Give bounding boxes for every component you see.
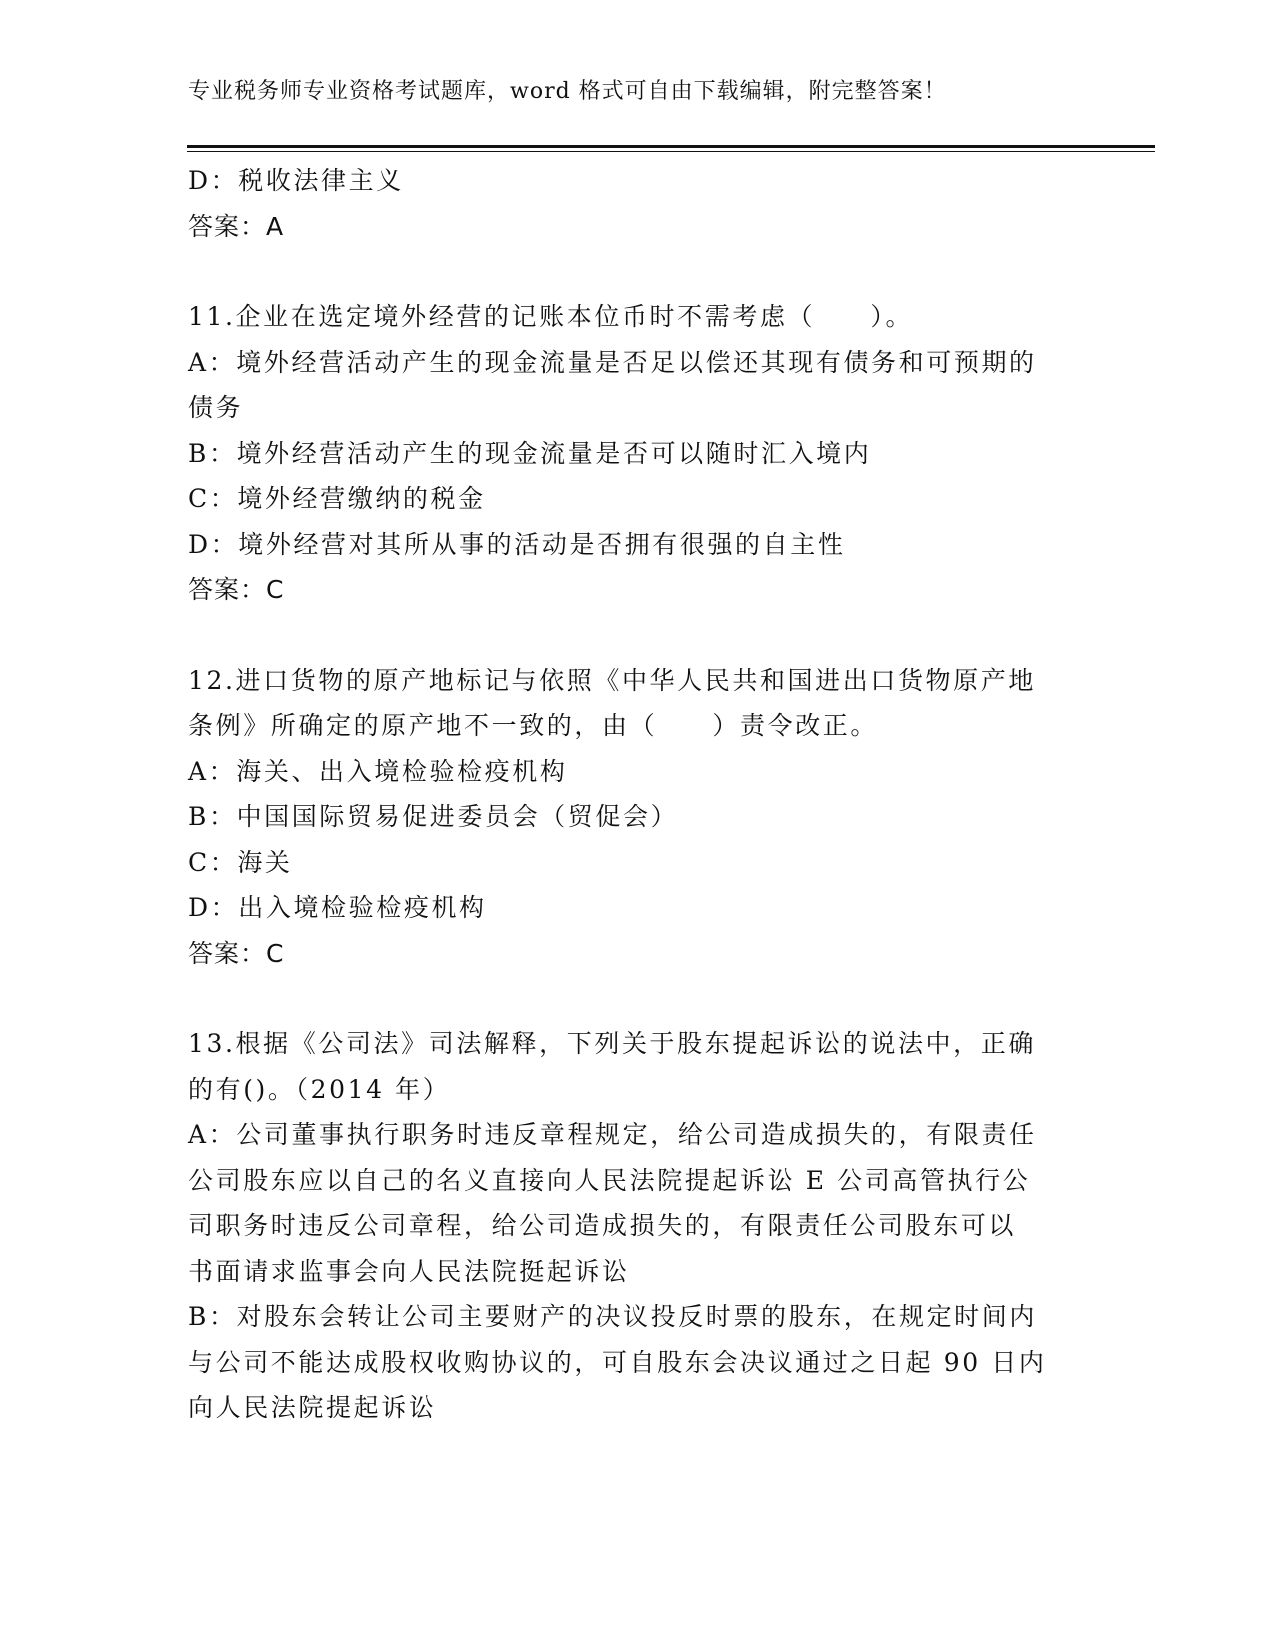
question-line: 条例》所确定的原产地不一致的，由（ ）责令改正。 (188, 711, 879, 740)
option-line: 公司股东应以自己的名义直接向人民法院提起诉讼 E 公司高管执行公 (188, 1165, 1031, 1195)
header-rule-thin (187, 151, 1155, 152)
option-line: D：税收法律主义 (188, 166, 404, 195)
option-line: 司职务时违反公司章程，给公司造成损失的，有限责任公司股东可以 (188, 1211, 1017, 1240)
option-line: B：对股东会转让公司主要财产的决议投反时票的股东，在规定时间内 (188, 1302, 1037, 1331)
spacer (188, 976, 1088, 1021)
answer-line: 答案：C (188, 938, 285, 968)
option-line: A：海关、出入境检验检疫机构 (188, 756, 568, 786)
spacer (188, 249, 1088, 294)
question-line: 的有()。（2014 年） (188, 1074, 451, 1104)
option-line: 债务 (188, 393, 244, 422)
option-line: C：境外经营缴纳的税金 (188, 484, 486, 513)
question-content (188, 158, 1088, 1431)
option-line: B：境外经营活动产生的现金流量是否可以随时汇入境内 (188, 438, 872, 468)
answer-line: 答案：C (188, 575, 285, 604)
question-line: 12.进口货物的原产地标记与依照《中华人民共和国进出口货物原产地 (188, 665, 1036, 695)
option-line: C：海关 (188, 847, 293, 877)
option-line: 与公司不能达成股权收购协议的，可自股东会决议通过之日起 90 日内 (188, 1347, 1047, 1377)
question-line: 11.企业在选定境外经营的记账本位币时不需考虑（ ）。 (188, 302, 914, 331)
option-line: D：境外经营对其所从事的活动是否拥有很强的自主性 (188, 529, 846, 559)
page-header: 专业税务师专业资格考试题库，word 格式可自由下载编辑，附完整答案！ (188, 79, 947, 104)
answer-line: 答案：A (188, 211, 285, 241)
header-rule-thick (187, 145, 1155, 148)
option-line: A：公司董事执行职务时违反章程规定，给公司造成损失的，有限责任 (188, 1120, 1037, 1149)
spacer (188, 613, 1088, 658)
question-line: 13.根据《公司法》司法解释，下列关于股东提起诉讼的说法中，正确 (188, 1029, 1036, 1058)
option-line: D：出入境检验检疫机构 (188, 893, 487, 922)
option-line: A：境外经营活动产生的现金流量是否足以偿还其现有债务和可预期的 (188, 347, 1037, 377)
option-line: 书面请求监事会向人民法院挺起诉讼 (188, 1256, 630, 1286)
option-line: B：中国国际贸易促进委员会（贸促会） (188, 802, 679, 831)
option-line: 向人民法院提起诉讼 (188, 1393, 437, 1422)
